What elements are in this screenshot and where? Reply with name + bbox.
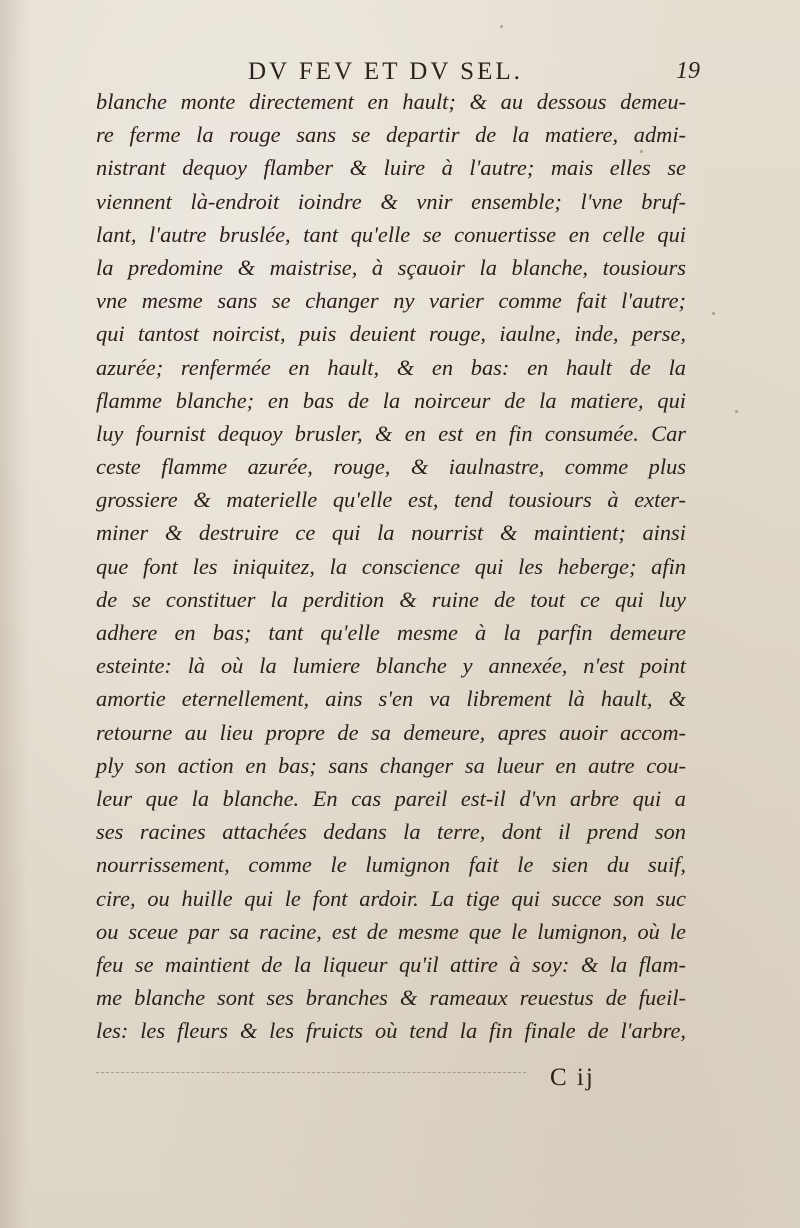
text-line: miner & destruire ce qui la nourrist & maintient; ainsi: [96, 520, 686, 546]
text-line: qui tantost noircist, puis deuient rouge, iaulne, inde, perse,: [96, 321, 686, 347]
text-line: retourne au lieu propre de sa demeure, apres auoir accom-: [96, 719, 686, 745]
text-line: flamme blanche; en bas de la noirceur de la matiere, qui: [96, 387, 686, 413]
page-number: 19: [676, 58, 700, 84]
text-line: amortie eternellement, ains s'en va librement là hault, &: [96, 686, 686, 712]
text-line: ses racines attachées dedans la terre, dont il prend son: [96, 819, 686, 845]
paper-speck: [735, 410, 738, 413]
text-line: leur que la blanche. En cas pareil est-il d'vn arbre qui a: [96, 785, 686, 811]
text-line: que font les iniquitez, la conscience qui les heberge; afin: [96, 553, 686, 579]
page-header: [100, 58, 700, 88]
text-line: la predomine & maistrise, à sçauoir la blanche, tousiours: [96, 254, 686, 280]
body-text: [96, 85, 686, 1047]
text-line: nistrant dequoy flamber & luire à l'autre; mais elles se: [96, 155, 686, 181]
paper-speck: [500, 25, 503, 28]
text-line: azurée; renfermée en hault, & en bas: en hault de la: [96, 354, 686, 380]
text-line: esteinte: là où la lumiere blanche y annexée, n'est point: [96, 653, 686, 679]
bottom-rule: [96, 1072, 526, 1073]
text-line: nourrissement, comme le lumignon fait le sien du suif,: [96, 852, 686, 878]
text-line: lant, l'autre bruslée, tant qu'elle se conuertisse en celle qui: [96, 221, 686, 247]
text-line: me blanche sont ses branches & rameaux reuestus de fueil-: [96, 985, 686, 1011]
text-line: ou sceue par sa racine, est de mesme que le lumignon, où le: [96, 918, 686, 944]
text-line: viennent là-endroit ioindre & vnir ensemble; l'vne bruf-: [96, 188, 686, 214]
text-line: blanche monte directement en hault; & au dessous demeu-: [96, 89, 686, 114]
text-line: vne mesme sans se changer ny varier comme fait l'autre;: [96, 288, 686, 314]
text-line: grossiere & materielle qu'elle est, tend tousiours à exter-: [96, 487, 686, 513]
paper-speck: [712, 312, 715, 315]
text-line: luy fournist dequoy brusler, & en est en fin consumée. Car: [96, 420, 686, 446]
text-line: feu se maintient de la liqueur qu'il attire à soy: & la flam-: [96, 951, 686, 977]
text-line: re ferme la rouge sans se departir de la matiere, admi-: [96, 122, 686, 148]
text-line: ceste flamme azurée, rouge, & iaulnastre, comme plus: [96, 454, 686, 480]
signature-mark: C ij: [550, 1064, 595, 1091]
text-line: cire, ou huille qui le font ardoir. La tige qui succe son suc: [96, 885, 686, 911]
text-line: de se constituer la perdition & ruine de tout ce qui luy: [96, 586, 686, 612]
text-line: ply son action en bas; sans changer sa lueur en autre cou-: [96, 752, 686, 778]
running-title: DV FEV ET DV SEL.: [248, 58, 523, 85]
paper-speck: [640, 150, 643, 153]
text-line: les: les fleurs & les fruicts où tend la fin finale de l'arbre,: [96, 1018, 686, 1044]
text-line: adhere en bas; tant qu'elle mesme à la parfin demeure: [96, 620, 686, 645]
